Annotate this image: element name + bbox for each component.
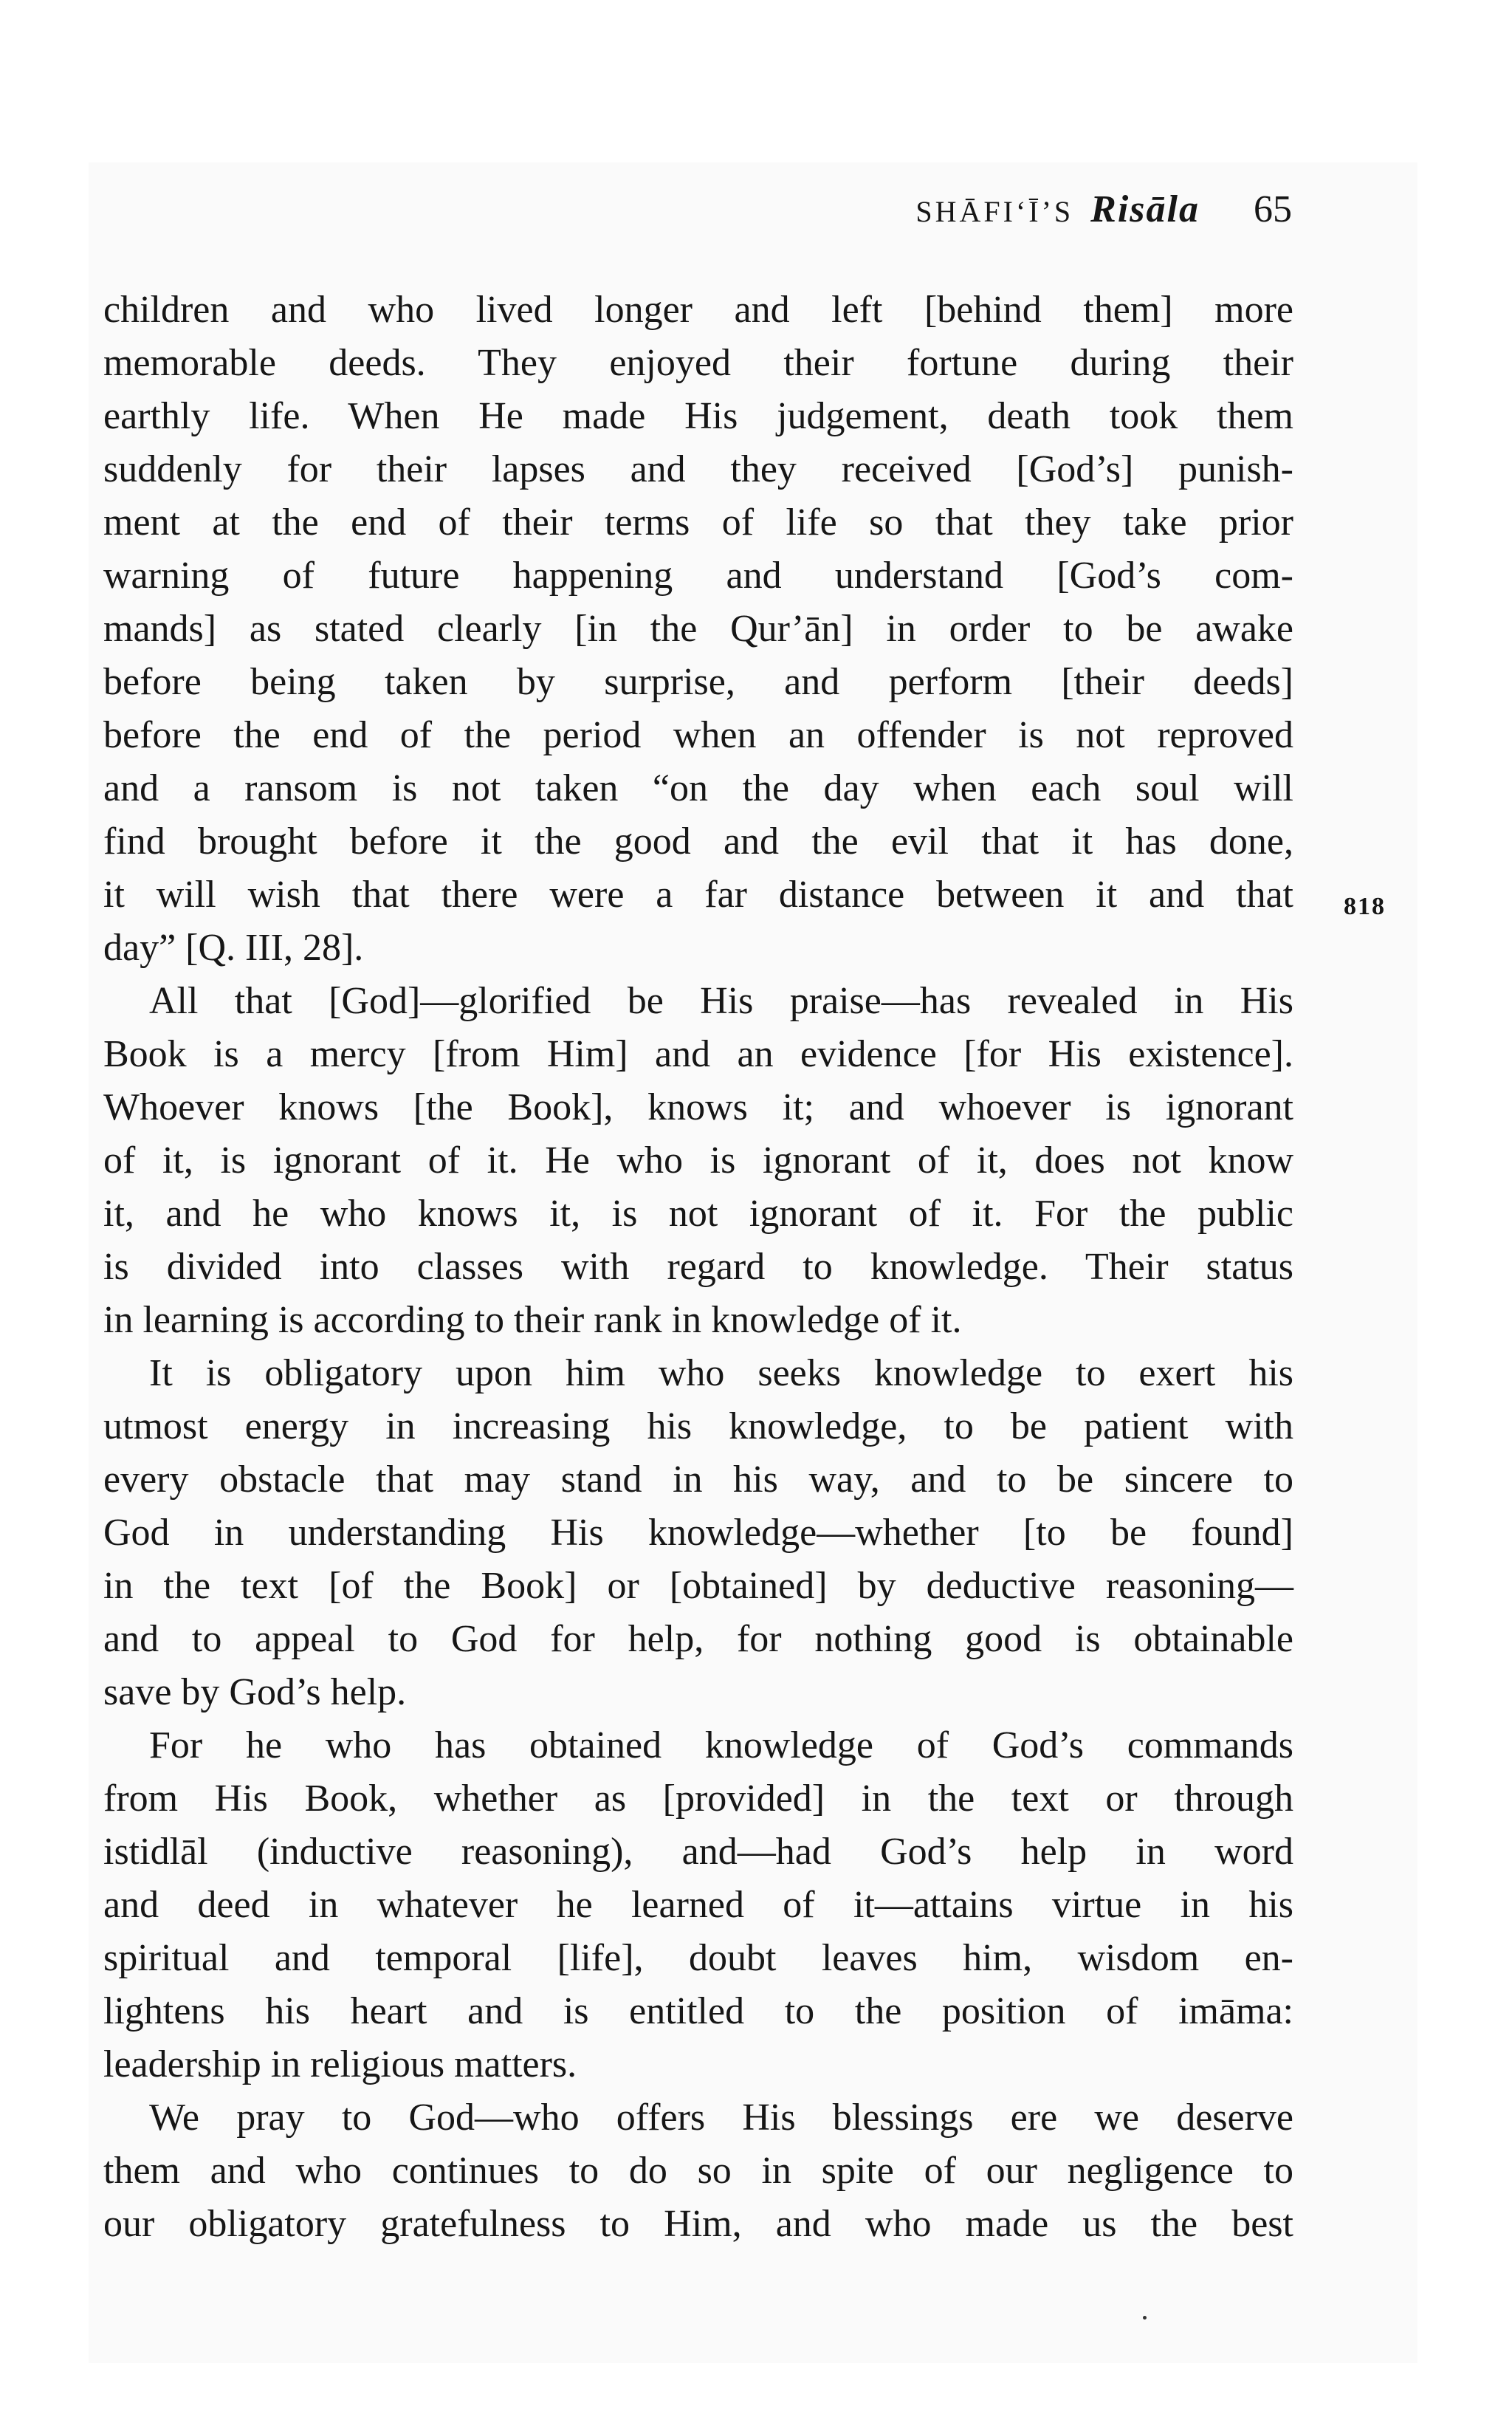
text-line: in the text [of the Book] or [obtained] by deductive reasoning— xyxy=(103,1565,1293,1607)
running-head xyxy=(812,188,1292,234)
text-line: and to appeal to God for help, for nothing good is obtainable xyxy=(103,1618,1293,1660)
running-head-title: Risāla xyxy=(1090,188,1200,230)
text-line: of it, is ignorant of it. He who is ignorant of it, does not know xyxy=(103,1139,1293,1182)
text-line: our obligatory gratefulness to Him, and who made us the best xyxy=(103,2203,1293,2245)
text-line: before the end of the period when an offender is not reproved xyxy=(103,714,1293,756)
text-line: find brought before it the good and the evil that it has done, xyxy=(103,820,1293,863)
body-text xyxy=(103,284,1293,2251)
text-line: it, and he who knows it, is not ignorant of it. For the public xyxy=(103,1193,1293,1235)
text-line: day” [Q. III, 28]. xyxy=(103,927,364,969)
text-line: suddenly for their lapses and they received [God’s] punish- xyxy=(103,448,1293,490)
text-line: leadership in religious matters. xyxy=(103,2043,577,2085)
paragraph-first-line: It is obligatory upon him who seeks knowledge to exert his xyxy=(149,1352,1293,1394)
text-line: God in understanding His knowledge—whether [to be found] xyxy=(103,1512,1293,1554)
text-line: Book is a mercy [from Him] and an evidence [for His existence]. xyxy=(103,1033,1293,1075)
text-line: Whoever knows [the Book], knows it; and whoever is ignorant xyxy=(103,1086,1293,1128)
text-line: lightens his heart and is entitled to the position of imāma: xyxy=(103,1990,1293,2032)
text-line: them and who continues to do so in spite of our negligence to xyxy=(103,2150,1293,2192)
text-line: and a ransom is not taken “on the day when each soul will xyxy=(103,767,1293,809)
paragraph-first-line: For he who has obtained knowledge of God’s commands xyxy=(149,1724,1293,1766)
text-line: utmost energy in increasing his knowledge, to be patient with xyxy=(103,1405,1293,1447)
margin-paragraph-number: 818 xyxy=(1344,893,1386,920)
text-line: istidlāl (inductive reasoning), and—had God’s help in word xyxy=(103,1831,1293,1873)
text-line: spiritual and temporal [life], doubt leaves him, wisdom en- xyxy=(103,1937,1293,1979)
text-line: save by God’s help. xyxy=(103,1671,407,1713)
text-line: ment at the end of their terms of life so that they take prior xyxy=(103,501,1293,544)
text-line: memorable deeds. They enjoyed their fortune during their xyxy=(103,342,1293,384)
scan-speck xyxy=(1143,2316,1147,2320)
text-line: and deed in whatever he learned of it—attains virtue in his xyxy=(103,1884,1293,1926)
running-head-author: SHĀFI‘Ī’S xyxy=(915,195,1074,228)
text-line: from His Book, whether as [provided] in the text or through xyxy=(103,1777,1293,1820)
text-line: in learning is according to their rank in knowledge of it. xyxy=(103,1299,962,1341)
text-line: every obstacle that may stand in his way, and to be sincere to xyxy=(103,1458,1293,1501)
text-line: mands] as stated clearly [in the Qur’ān] in order to be awake xyxy=(103,608,1293,650)
text-line: earthly life. When He made His judgement, death took them xyxy=(103,395,1293,437)
text-line: it will wish that there were a far distance between it and that xyxy=(103,874,1293,916)
text-line: warning of future happening and understand [God’s com- xyxy=(103,555,1293,597)
paragraph-first-line: We pray to God—who offers His blessings ere we deserve xyxy=(149,2097,1293,2139)
page-number: 65 xyxy=(1254,188,1292,230)
text-line: before being taken by surprise, and perform [their deeds] xyxy=(103,661,1293,703)
text-line: is divided into classes with regard to knowledge. Their status xyxy=(103,1246,1293,1288)
paragraph-first-line: All that [God]—glorified be His praise—has revealed in His xyxy=(149,980,1293,1022)
text-line: children and who lived longer and left [behind them] more xyxy=(103,289,1293,331)
